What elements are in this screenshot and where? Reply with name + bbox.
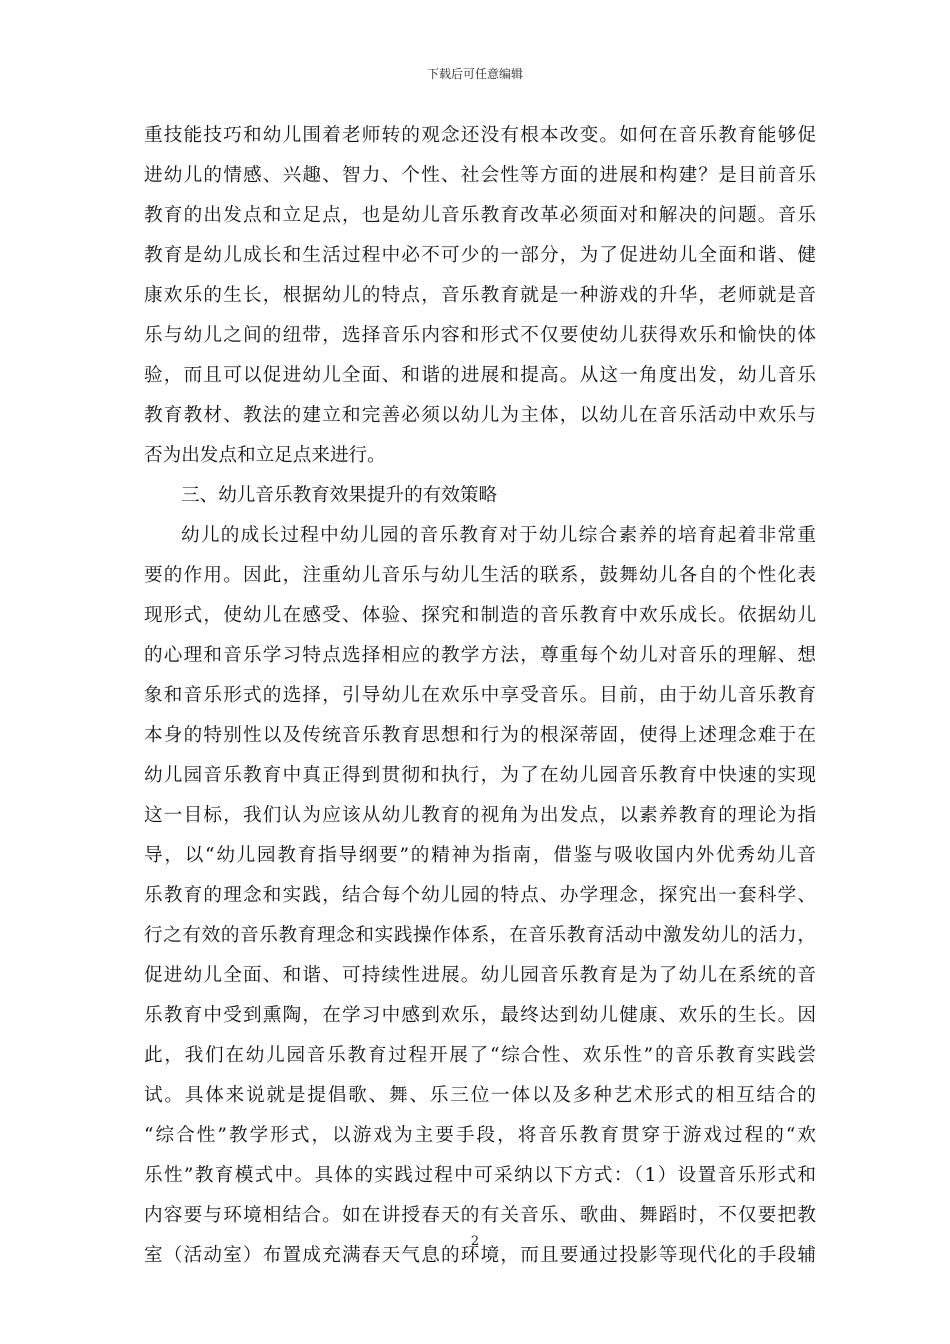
text-line: 乐教育的理念和实践，结合每个幼儿园的特点、办学理念，探究出一套科学、	[144, 885, 816, 906]
text-line: 幼儿园音乐教育中真正得到贯彻和执行，为了在幼儿园音乐教育中快速的实现	[144, 765, 816, 786]
text-line: 室（活动室）布置成充满春天气息的环境，而且要通过投影等现代化的手段辅	[144, 1245, 816, 1266]
text-line: 内容要与环境相结合。如在讲授春天的有关音乐、歌曲、舞蹈时，不仅要把教	[144, 1205, 816, 1226]
text-line: 乐与幼儿之间的纽带，选择音乐内容和形式不仅要使幼儿获得欢乐和愉快的体	[144, 325, 816, 346]
text-line: 促进幼儿全面、和谐、可持续性进展。幼儿园音乐教育是为了幼儿在系统的音	[144, 965, 816, 986]
page-header: 下载后可任意编辑	[426, 67, 523, 81]
text-line: 幼儿的成长过程中幼儿园的音乐教育对于幼儿综合素养的培育起着非常重	[181, 525, 816, 546]
text-line: 教育教材、教法的建立和完善必须以幼儿为主体，以幼儿在音乐活动中欢乐与	[144, 405, 816, 426]
text-line: 现形式，使幼儿在感受、体验、探究和制造的音乐教育中欢乐成长。依据幼儿	[144, 605, 816, 626]
text-line: “综合性”教学形式，以游戏为主要手段，将音乐教育贯穿于游戏过程的“欢	[144, 1125, 816, 1146]
text-line: 行之有效的音乐教育理念和实践操作体系，在音乐教育活动中激发幼儿的活力，	[144, 925, 816, 946]
text-line: 的心理和音乐学习特点选择相应的教学方法，尊重每个幼儿对音乐的理解、想	[144, 645, 816, 666]
section-heading: 三、幼儿音乐教育效果提升的有效策略	[181, 485, 498, 506]
text-line: 乐教育中受到熏陶，在学习中感到欢乐，最终达到幼儿健康、欢乐的生长。因	[144, 1005, 816, 1026]
text-line: 象和音乐形式的选择，引导幼儿在欢乐中享受音乐。目前，由于幼儿音乐教育	[144, 685, 816, 706]
page-number: 2	[470, 1234, 480, 1249]
text-line: 教育的出发点和立足点，也是幼儿音乐教育改革必须面对和解决的问题。音乐	[144, 205, 816, 226]
text-line: 验，而且可以促进幼儿全面、和谐的进展和提高。从这一角度出发，幼儿音乐	[144, 365, 816, 386]
document-body	[144, 116, 816, 1276]
text-line: 重技能技巧和幼儿围着老师转的观念还没有根本改变。如何在音乐教育能够促	[144, 125, 816, 146]
text-line: 进幼儿的情感、兴趣、智力、个性、社会性等方面的进展和构建？是目前音乐	[144, 165, 816, 186]
text-line: 试。具体来说就是提倡歌、舞、乐三位一体以及多种艺术形式的相互结合的	[144, 1085, 816, 1106]
text-line: 导，以“幼儿园教育指导纲要”的精神为指南，借鉴与吸收国内外优秀幼儿音	[144, 845, 816, 866]
text-line: 康欢乐的生长，根据幼儿的特点，音乐教育就是一种游戏的升华，老师就是音	[144, 285, 816, 306]
text-line: 否为出发点和立足点来进行。	[144, 445, 386, 466]
text-line: 乐性”教育模式中。具体的实践过程中可采纳以下方式：（1）设置音乐形式和	[144, 1165, 816, 1186]
text-line: 要的作用。因此，注重幼儿音乐与幼儿生活的联系，鼓舞幼儿各自的个性化表	[144, 565, 816, 586]
text-line: 教育是幼儿成长和生活过程中必不可少的一部分，为了促进幼儿全面和谐、健	[144, 245, 816, 266]
text-line: 这一目标，我们认为应该从幼儿教育的视角为出发点，以素养教育的理论为指	[144, 805, 816, 826]
text-line: 此，我们在幼儿园音乐教育过程开展了“综合性、欢乐性”的音乐教育实践尝	[144, 1045, 816, 1066]
text-line: 本身的特别性以及传统音乐教育思想和行为的根深蒂固，使得上述理念难于在	[144, 725, 816, 746]
